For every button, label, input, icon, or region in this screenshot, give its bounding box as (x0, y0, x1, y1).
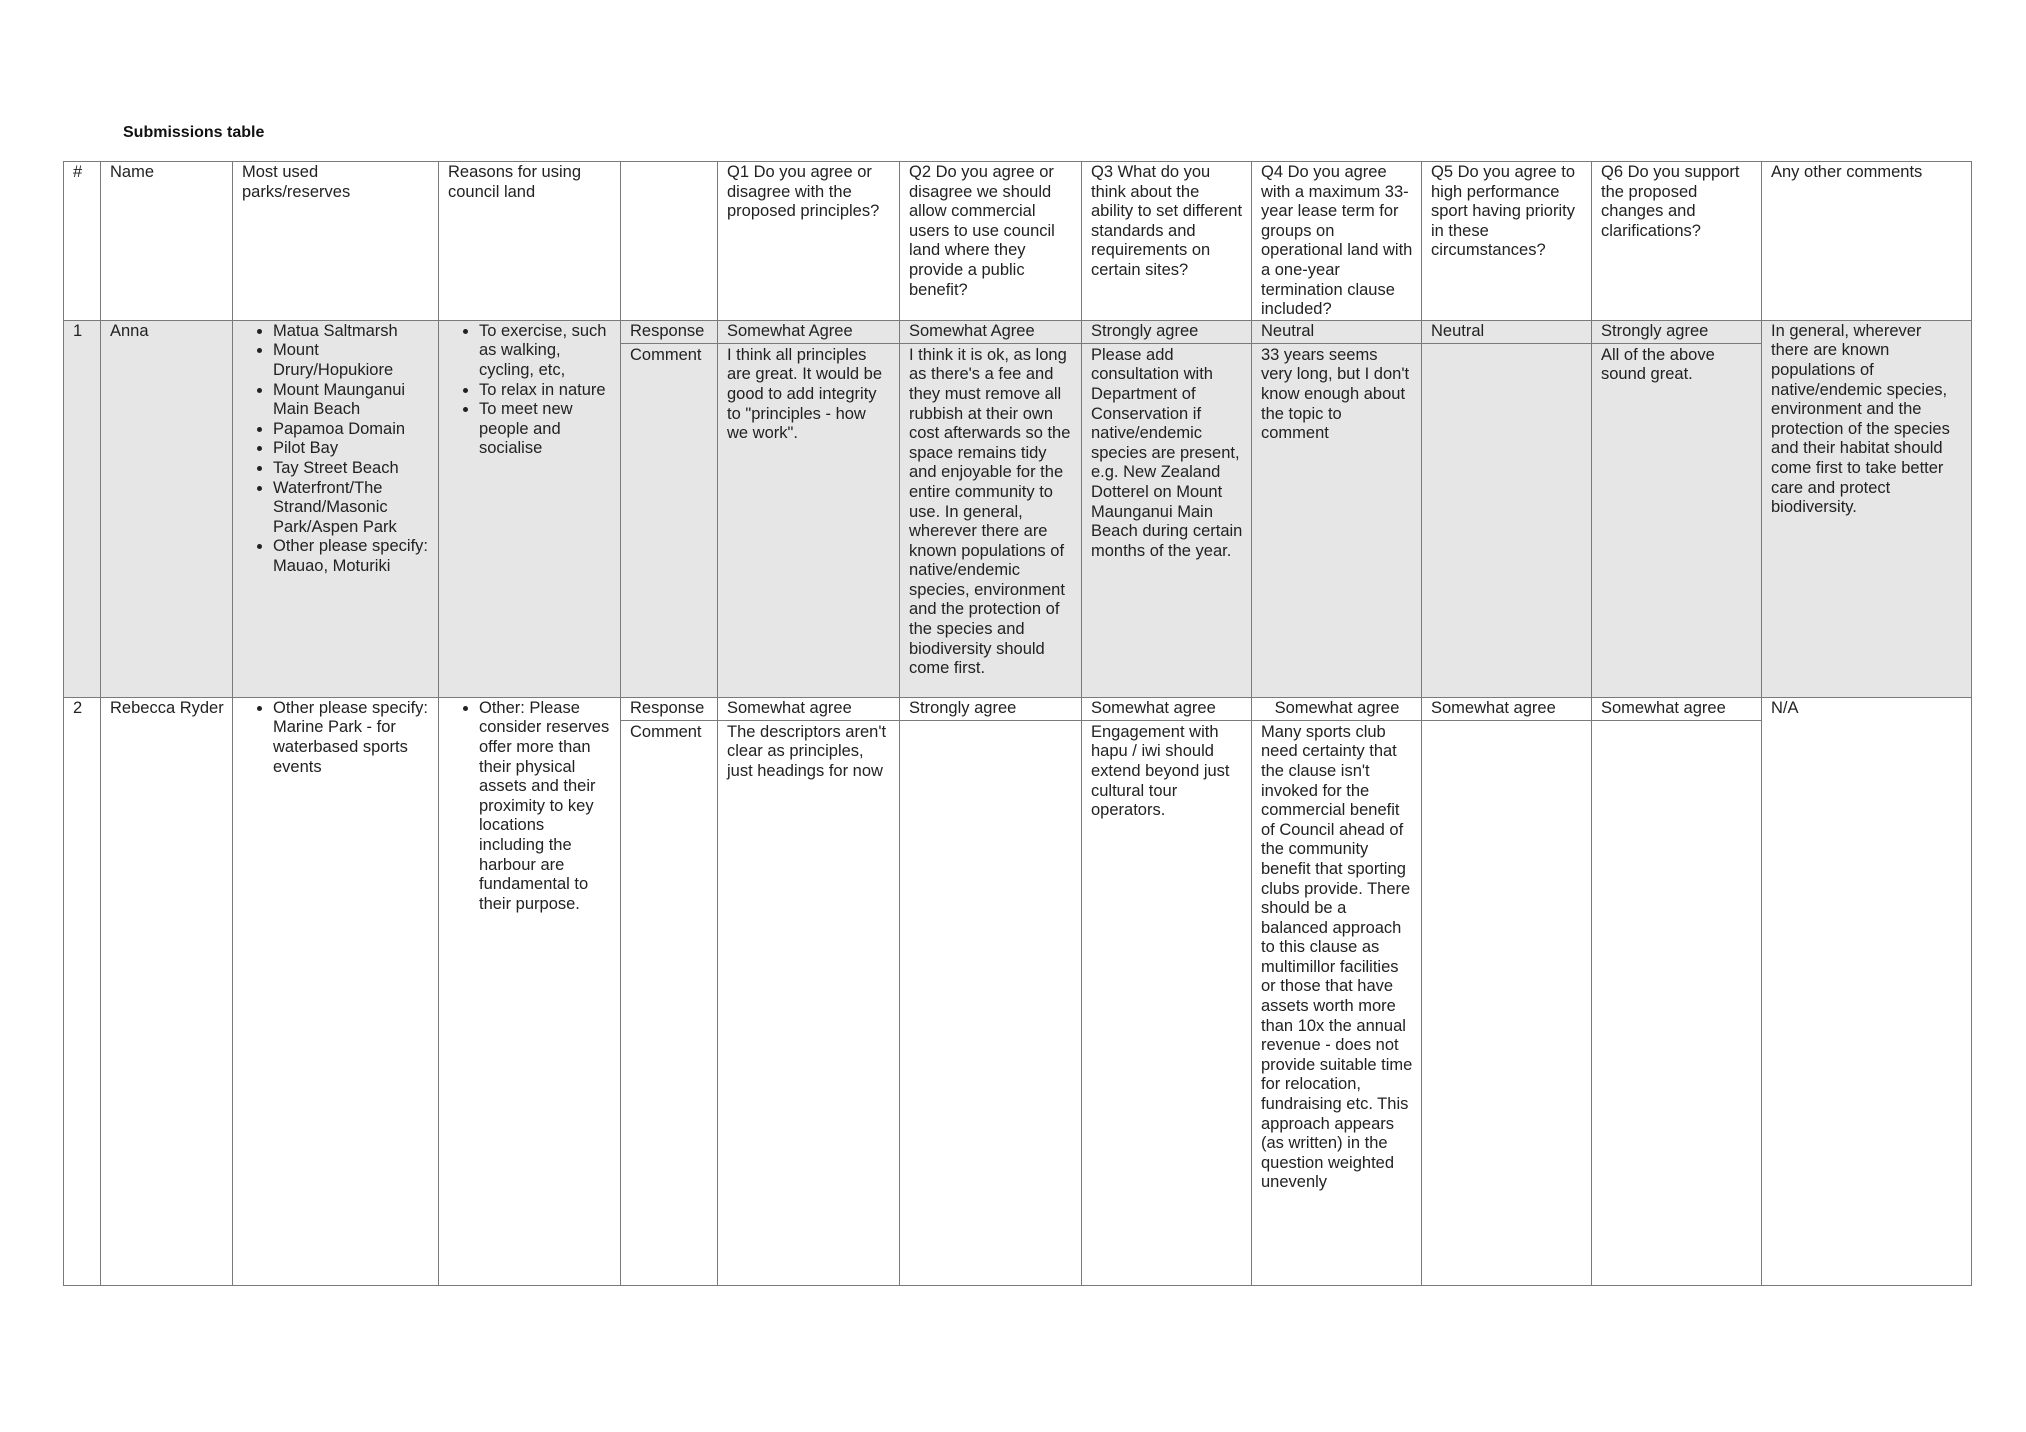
row-number: 1 (64, 320, 101, 697)
row-q4 (1252, 320, 1422, 697)
reasons-list (448, 322, 612, 459)
comment-value: Please add consultation with Department of Conservation if native/endemic species are present, e.g. New Zealand Dotterel on Mount Maunganui Main Beach during certain months of the year. (1091, 345, 1243, 560)
row-name: Rebecca Ryder (101, 697, 233, 1285)
document-title: Submissions table (123, 124, 265, 141)
list-item: • Mount Maunganui Main Beach (273, 381, 430, 420)
response-value: Strongly agree (900, 698, 1081, 721)
header-q3: Q3 What do you think about the ability to set different standards and requirements on certain sites? (1082, 162, 1252, 321)
comment-value (1592, 721, 1761, 723)
row-q6 (1592, 697, 1762, 1285)
comment-value: All of the above sound great. (1601, 345, 1715, 384)
row-labels (621, 320, 718, 697)
header-row (64, 162, 1972, 321)
response-value: Neutral (1422, 321, 1591, 344)
row-q3 (1082, 697, 1252, 1285)
row-other-comments: In general, wherever there are known populations of native/endemic species, environment and the protection of the species and their habitat should come first to take better care and protect biodiversity. (1762, 320, 1972, 697)
list-item: • Other please specify: Mauao, Moturiki (273, 537, 430, 576)
row-q2 (900, 320, 1082, 697)
comment-value (900, 721, 1081, 723)
submissions-table (63, 161, 1972, 1286)
response-value: Neutral (1252, 321, 1421, 344)
response-value: Strongly agree (1592, 321, 1761, 344)
list-item: • Other please specify: Marine Park - for waterbased sports events (273, 699, 430, 777)
header-blank (621, 162, 718, 321)
response-value: Somewhat agree (1252, 698, 1421, 721)
row-q4 (1252, 697, 1422, 1285)
row-parks (233, 320, 439, 697)
header-q5: Q5 Do you agree to high performance sport having priority in these circumstances? (1422, 162, 1592, 321)
comment-value (1422, 344, 1591, 346)
reasons-list (448, 699, 612, 915)
list-item: • Papamoa Domain (273, 420, 430, 440)
row-q2 (900, 697, 1082, 1285)
row-q6 (1592, 320, 1762, 697)
list-item: • Mount Drury/Hopukiore (273, 341, 430, 380)
row-reasons (439, 320, 621, 697)
row-q3 (1082, 320, 1252, 697)
list-item: • To meet new people and socialise (479, 400, 612, 459)
response-value: Somewhat agree (1592, 698, 1761, 721)
list-item: • Waterfront/The Strand/Masonic Park/Aspen Park (273, 479, 430, 538)
header-reasons: Reasons for using council land (439, 162, 621, 321)
row-reasons (439, 697, 621, 1285)
list-item: • Tay Street Beach (273, 459, 430, 479)
header-name: Name (101, 162, 233, 321)
row-q1 (718, 320, 900, 697)
row-number: 2 (64, 697, 101, 1285)
response-value: Somewhat agree (718, 698, 899, 721)
response-value: Somewhat Agree (900, 321, 1081, 344)
response-value: Somewhat Agree (718, 321, 899, 344)
comment-value (1422, 721, 1591, 723)
header-parks: Most used parks/reserves (233, 162, 439, 321)
row-other-comments: N/A (1762, 697, 1972, 1285)
header-number: # (64, 162, 101, 321)
response-label: Response (621, 321, 717, 344)
comment-label: Comment (630, 722, 702, 741)
parks-list (242, 699, 430, 777)
comment-value: Many sports club need certainty that the clause isn't invoked for the commercial benefit of Council ahead of the community benefit that sporting clubs provide. There should be a balanced approach to this clause as multimillor facilities or those that have assets worth more than 10x the annual revenue - does not provide suitable time for relocation, fundraising etc. This approach appears (as written) in the question weighted unevenly (1261, 722, 1413, 1192)
header-other-comments: Any other comments (1762, 162, 1972, 321)
header-q1: Q1 Do you agree or disagree with the proposed principles? (718, 162, 900, 321)
response-value: Somewhat agree (1422, 698, 1591, 721)
header-q2: Q2 Do you agree or disagree we should allow commercial users to use council land where they provide a public benefit? (900, 162, 1082, 321)
row-name: Anna (101, 320, 233, 697)
parks-list (242, 322, 430, 577)
comment-value: The descriptors aren't clear as principles, just headings for now (727, 722, 887, 780)
list-item: • To exercise, such as walking, cycling, etc, (479, 322, 612, 381)
row-q1 (718, 697, 900, 1285)
table-row (64, 697, 1972, 1285)
response-value: Strongly agree (1082, 321, 1251, 344)
list-item: • Pilot Bay (273, 439, 430, 459)
comment-value: Engagement with hapu / iwi should extend beyond just cultural tour operators. (1091, 722, 1230, 820)
table-row (64, 320, 1972, 697)
comment-value: I think all principles are great. It would be good to add integrity to "principles - how we work". (727, 345, 883, 443)
response-label: Response (621, 698, 717, 721)
row-q5 (1422, 697, 1592, 1285)
comment-value: I think it is ok, as long as there's a fee and they must remove all rubbish at their own cost afterwards so the space remains tidy and enjoyable for the entire community to use. In general, wherever there are known populations of native/endemic species, environment and the protection of the species and biodiversity should come first. (909, 345, 1071, 678)
list-item: • Other: Please consider reserves offer more than their physical assets and their proximity to key locations including the harbour are fundamental to their purpose. (479, 699, 612, 915)
header-q4: Q4 Do you agree with a maximum 33-year lease term for groups on operational land with a one-year termination clause included? (1252, 162, 1422, 321)
header-q6: Q6 Do you support the proposed changes and clarifications? (1592, 162, 1762, 321)
comment-label: Comment (630, 345, 702, 364)
list-item: • Matua Saltmarsh (273, 322, 430, 342)
comment-value: 33 years seems very long, but I don't know enough about the topic to comment (1261, 345, 1410, 443)
row-parks (233, 697, 439, 1285)
list-item: • To relax in nature (479, 381, 612, 401)
response-value: Somewhat agree (1082, 698, 1251, 721)
row-q5 (1422, 320, 1592, 697)
row-labels (621, 697, 718, 1285)
